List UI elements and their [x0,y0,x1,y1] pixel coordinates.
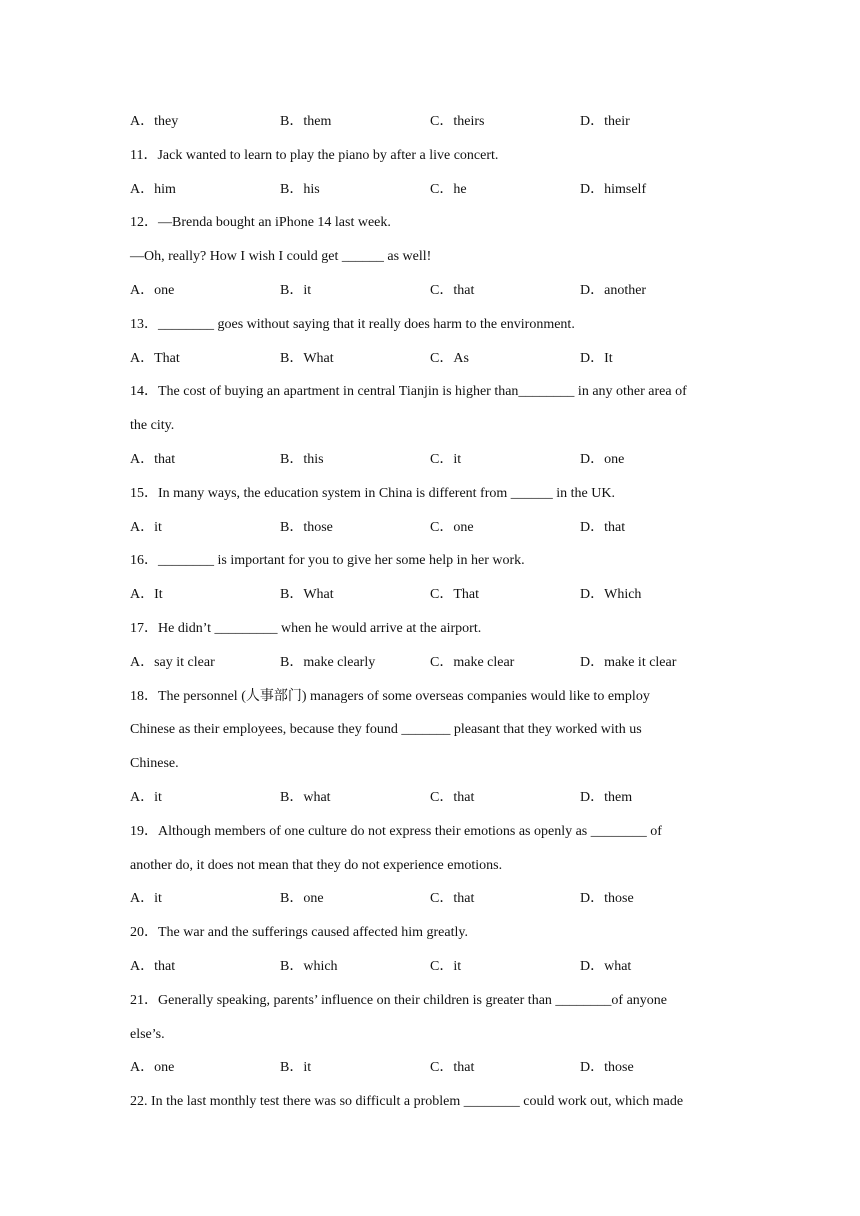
text-line: 18．The personnel (人事部门) managers of some overseas companies would like to employ [130,689,650,704]
option-b: B．this [280,452,324,467]
options-row [130,180,750,200]
text-line: 22. In the last monthly test there was so difficult a problem ________ could work out, which made [130,1094,684,1109]
option-b: B．What [280,351,334,366]
text-line: 16．________ is important for you to give her some help in her work. [130,553,525,568]
option-d: D．another [580,283,647,298]
option-c: C．As [430,351,469,366]
option-c: C．that [430,790,475,805]
option-a: A．it [130,891,162,906]
option-c: C．make clear [430,655,515,670]
text-line: 20．The war and the sufferings caused affected him greatly. [130,925,468,940]
option-c: C．that [430,891,475,906]
text-line: the city. [130,418,175,433]
options-row [130,281,750,301]
text-line: 15．In many ways, the education system in China is different from ______ in the UK. [130,486,615,501]
text-line: 21．Generally speaking, parents’ influence on their children is greater than ________of anyone [130,993,668,1008]
option-a: A．it [130,520,162,535]
option-a: A．say it clear [130,655,215,670]
options-row [130,349,750,369]
option-a: A．That [130,351,180,366]
option-d: D．It [580,351,613,366]
text-line: 11．Jack wanted to learn to play the piano by after a live concert. [130,148,499,163]
option-c: C．it [430,959,462,974]
option-d: D．that [580,520,626,535]
option-b: B．it [280,1060,312,1075]
option-b: B．his [280,182,320,197]
text-line: —Oh, really? How I wish I could get ______ as well! [130,249,432,264]
option-d: D．those [580,891,634,906]
text-line: 13．________ goes without saying that it really does harm to the environment. [130,317,575,332]
option-c: C．it [430,452,462,467]
option-b: B．those [280,520,333,535]
option-d: D．make it clear [580,655,677,670]
options-row [130,889,750,909]
option-d: D．Which [580,587,642,602]
option-c: C．that [430,1060,475,1075]
option-a: A．it [130,790,162,805]
option-c: C．That [430,587,479,602]
option-b: B．what [280,790,331,805]
options-row [130,653,750,673]
text-line: Chinese as their employees, because they found _______ pleasant that they worked with us [130,722,642,737]
options-row [130,957,750,977]
options-row [130,1058,750,1078]
option-d: D．those [580,1060,634,1075]
option-b: B．them [280,114,332,129]
option-a: A．him [130,182,176,197]
option-a: A．that [130,959,176,974]
option-a: A．that [130,452,176,467]
option-a: A．one [130,283,175,298]
option-a: A．one [130,1060,175,1075]
option-b: B．which [280,959,338,974]
option-b: B．one [280,891,324,906]
option-c: C．theirs [430,114,485,129]
option-a: A．It [130,587,163,602]
option-b: B．it [280,283,312,298]
text-line: 12．—Brenda bought an iPhone 14 last week. [130,215,391,230]
option-d: D．their [580,114,630,129]
options-row [130,585,750,605]
option-c: C．one [430,520,474,535]
options-row [130,518,750,538]
option-d: D．what [580,959,632,974]
text-line: 14．The cost of buying an apartment in central Tianjin is higher than________ in any other area of [130,384,687,399]
option-c: C．that [430,283,475,298]
option-b: B．make clearly [280,655,376,670]
text-line: else’s. [130,1027,165,1042]
options-row [130,450,750,470]
text-line: 17．He didn’t _________ when he would arrive at the airport. [130,621,482,636]
option-b: B．What [280,587,334,602]
option-d: D．one [580,452,625,467]
text-line: another do, it does not mean that they do not experience emotions. [130,858,503,873]
text-line: Chinese. [130,756,179,771]
option-d: D．himself [580,182,647,197]
option-d: D．them [580,790,633,805]
option-c: C．he [430,182,467,197]
text-line: 19．Although members of one culture do not express their emotions as openly as ________ of [130,824,662,839]
options-row [130,788,750,808]
options-row [130,112,750,132]
option-a: A．they [130,114,179,129]
